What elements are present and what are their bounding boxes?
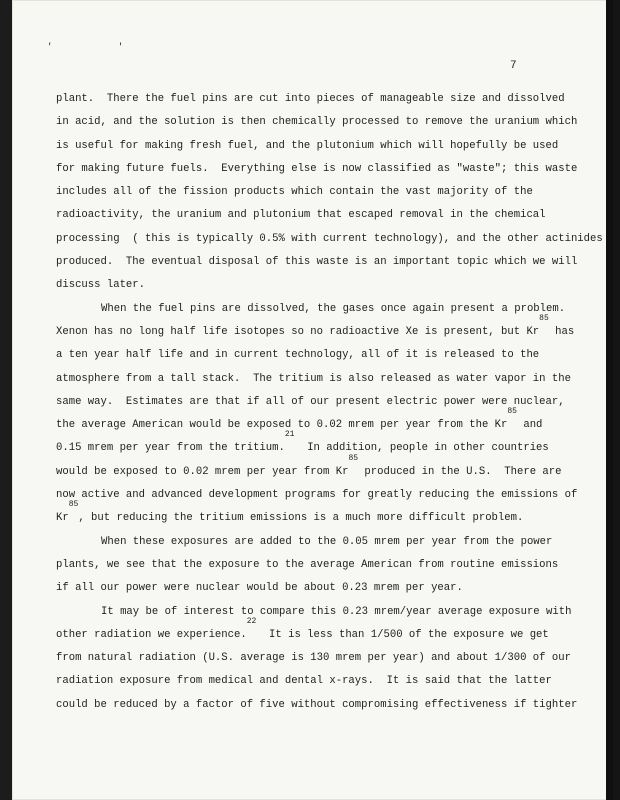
text-line: same way. Estimates are that if all of our present electric power were nuclear,	[56, 395, 565, 408]
text-line: produced. The eventual disposal of this waste is an important topic which we will	[56, 256, 578, 269]
body-text	[56, 88, 603, 717]
page-number: 7	[510, 60, 517, 72]
text-line: is useful for making fresh fuel, and the plutonium which will hopefully be used	[56, 139, 559, 152]
text-line: radiation exposure from medical and dental x-rays. It is said that the latter	[56, 675, 552, 688]
superscript: 85	[539, 313, 549, 323]
text-line: for making future fuels. Everything else is now classified as "waste"; this waste	[56, 162, 578, 175]
text-line: discuss later.	[56, 279, 146, 292]
text-line: It may be of interest to compare this 0.23 mrem/year average exposure with	[101, 605, 572, 618]
text-line: a ten year half life and in current technology, all of it is released to the	[56, 349, 540, 362]
scan-right-edge	[606, 0, 613, 800]
text-line: processing ( this is typically 0.5% with current technology), and the other actinides	[56, 232, 603, 245]
text-line: if all our power were nuclear would be about 0.23 mrem per year.	[56, 582, 463, 595]
superscript: 85	[507, 407, 517, 417]
text-line: When the fuel pins are dissolved, the gases once again present a problem.	[101, 302, 566, 315]
footnote-ref: 21	[284, 430, 295, 440]
text-line: includes all of the fission products which contain the vast majority of the	[56, 186, 533, 199]
text-line: other radiation we experience.$^{22}$ It is less than 1/500 of the exposure we get	[56, 616, 549, 641]
text-line: from natural radiation (U.S. average is 130 mrem per year) and about 1/300 of our	[56, 652, 571, 665]
text-line: in acid, and the solution is then chemically processed to remove the uranium which	[56, 116, 578, 129]
text-line: now active and advanced development programs for greatly reducing the emissions of	[56, 489, 578, 502]
scan-left-edge	[0, 0, 12, 800]
footnote-ref: 22	[246, 616, 257, 626]
text-line: the average American would be exposed to 0.02 mrem per year from the Kr$^{85}$ and	[56, 407, 543, 432]
document-page	[12, 0, 613, 800]
text-line: Xenon has no long half life isotopes so no radioactive Xe is present, but Kr$^{85}$ has	[56, 313, 575, 338]
text-line: could be reduced by a factor of five without compromising effectiveness if tighter	[56, 698, 578, 711]
text-line: would be exposed to 0.02 mrem per year from Kr$^{85}$ produced in the U.S. There are	[56, 453, 562, 478]
text-line: 0.15 mrem per year from the tritium.$^{21}$ In addition, people in other countries	[56, 430, 549, 455]
superscript: 85	[348, 453, 359, 463]
text-line: plants, we see that the exposure to the average American from routine emissions	[56, 558, 559, 571]
text-line: radioactivity, the uranium and plutonium that escaped removal in the chemical	[56, 209, 546, 222]
text-line: Kr$^{85}$, but reducing the tritium emissions is a much more difficult problem.	[56, 500, 524, 525]
text-line: plant. There the fuel pins are cut into pieces of manageable size and dissolved	[56, 93, 565, 105]
margin-marks: ' '	[47, 42, 154, 52]
text-line: atmosphere from a tall stack. The tritium is also released as water vapor in the	[56, 372, 571, 385]
text-line: When these exposures are added to the 0.05 mrem per year from the power	[101, 535, 553, 548]
superscript: 85	[68, 500, 79, 510]
